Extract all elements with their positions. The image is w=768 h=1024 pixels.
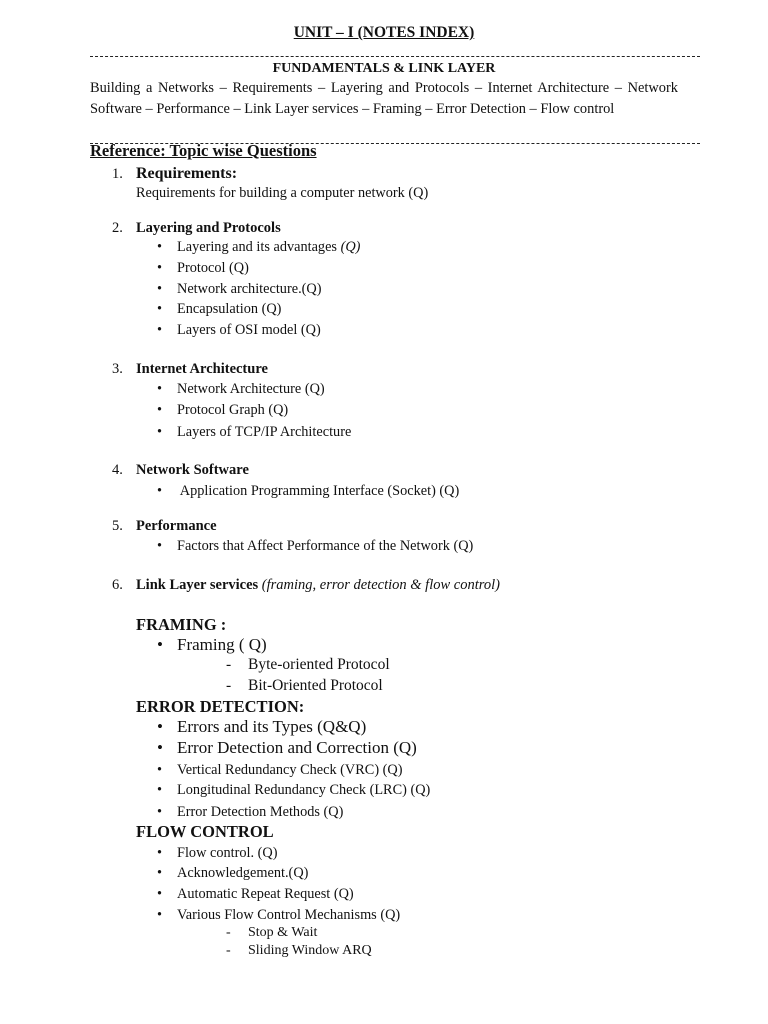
bullet-icon: • xyxy=(157,717,163,736)
bullet-icon: • xyxy=(157,804,163,820)
bullet-icon: • xyxy=(157,738,163,757)
section-title: Network Software xyxy=(136,462,249,478)
sub-list-item: - Sliding Window ARQ xyxy=(226,943,372,958)
bullet-icon: • xyxy=(157,381,163,397)
list-item: • Framing ( Q) xyxy=(157,635,267,654)
section-number: 2. xyxy=(112,220,123,236)
bullet-icon: • xyxy=(157,538,163,554)
list-item: • Layers of OSI model (Q) xyxy=(157,322,321,338)
page-title: UNIT – I (NOTES INDEX) xyxy=(293,24,475,41)
list-item: • Protocol Graph (Q) xyxy=(157,402,289,418)
section-title: Requirements: xyxy=(136,165,238,182)
bullet-icon: • xyxy=(157,782,163,798)
flow-control-heading: FLOW CONTROL xyxy=(136,822,274,841)
section-title: Internet Architecture xyxy=(136,361,268,377)
section-number: 5. xyxy=(112,518,123,534)
list-item: • Various Flow Control Mechanisms (Q) xyxy=(157,907,401,923)
bullet-icon: • xyxy=(157,301,163,317)
bullet-icon: • xyxy=(157,907,163,923)
dash-icon: - xyxy=(226,943,231,958)
sub-list-item: - Stop & Wait xyxy=(226,925,318,940)
list-item: • Longitudinal Redundancy Check (LRC) (Q) xyxy=(157,782,431,798)
section-title-line xyxy=(136,577,500,594)
syllabus-paragraph: Building a Networks – Requirements – Layering and Protocols – Internet Architecture – Network Software – Performance – Link Layer services – Framing – Error Detection – Flow control xyxy=(90,80,678,117)
section-title: Performance xyxy=(136,518,217,534)
list-item: • Network Architecture (Q) xyxy=(157,381,325,397)
reference-heading: Reference: Topic wise Questions xyxy=(90,141,317,160)
section-line: Requirements for building a computer network (Q) xyxy=(136,185,429,201)
bullet-icon: • xyxy=(157,239,163,255)
section-number: 6. xyxy=(112,577,123,593)
section-number: 4. xyxy=(112,462,123,478)
list-item: • Error Detection Methods (Q) xyxy=(157,804,344,820)
section-title: Layering and Protocols xyxy=(136,220,281,236)
list-item: • Application Programming Interface (Socket) (Q) xyxy=(157,483,460,499)
list-item: • Flow control. (Q) xyxy=(157,845,278,861)
list-item: • Automatic Repeat Request (Q) xyxy=(157,886,354,902)
bullet-icon: • xyxy=(157,483,163,499)
list-item: • Network architecture.(Q) xyxy=(157,281,322,297)
dash-icon: - xyxy=(226,656,232,673)
list-item: • Vertical Redundancy Check (VRC) (Q) xyxy=(157,762,403,778)
list-item: • Factors that Affect Performance of the Network (Q) xyxy=(157,538,474,554)
dash-icon: - xyxy=(226,677,232,694)
bullet-icon: • xyxy=(157,845,163,861)
bullet-icon: • xyxy=(157,886,163,902)
bullet-icon: • xyxy=(157,424,163,440)
sub-list-item: - Byte-oriented Protocol xyxy=(226,656,390,673)
error-detection-heading: ERROR DETECTION: xyxy=(136,697,305,716)
list-item: • Layers of TCP/IP Architecture xyxy=(157,424,352,440)
bullet-icon: • xyxy=(157,322,163,338)
bullet-icon: • xyxy=(157,865,163,881)
section-number: 3. xyxy=(112,361,123,377)
sub-list-item: - Bit-Oriented Protocol xyxy=(226,677,383,694)
list-item: • Error Detection and Correction (Q) xyxy=(157,738,417,757)
unit-subtitle: FUNDAMENTALS & LINK LAYER xyxy=(272,61,496,76)
divider-top xyxy=(90,56,700,57)
bullet-icon: • xyxy=(157,402,163,418)
framing-heading: FRAMING : xyxy=(136,615,227,634)
section-title: Link Layer services xyxy=(136,577,259,593)
list-item: • Layering and its advantages (Q) xyxy=(157,239,361,255)
bullet-icon: • xyxy=(157,762,163,778)
section-number: 1. xyxy=(112,166,123,182)
list-item: • Errors and its Types (Q&Q) xyxy=(157,717,367,736)
dash-icon: - xyxy=(226,925,231,940)
bullet-icon: • xyxy=(157,281,163,297)
list-item: • Encapsulation (Q) xyxy=(157,301,282,317)
section-note: (framing, error detection & flow control) xyxy=(258,577,500,593)
list-item: • Acknowledgement.(Q) xyxy=(157,865,309,881)
bullet-icon: • xyxy=(157,260,163,276)
list-item: • Protocol (Q) xyxy=(157,260,249,276)
bullet-icon: • xyxy=(157,635,163,654)
